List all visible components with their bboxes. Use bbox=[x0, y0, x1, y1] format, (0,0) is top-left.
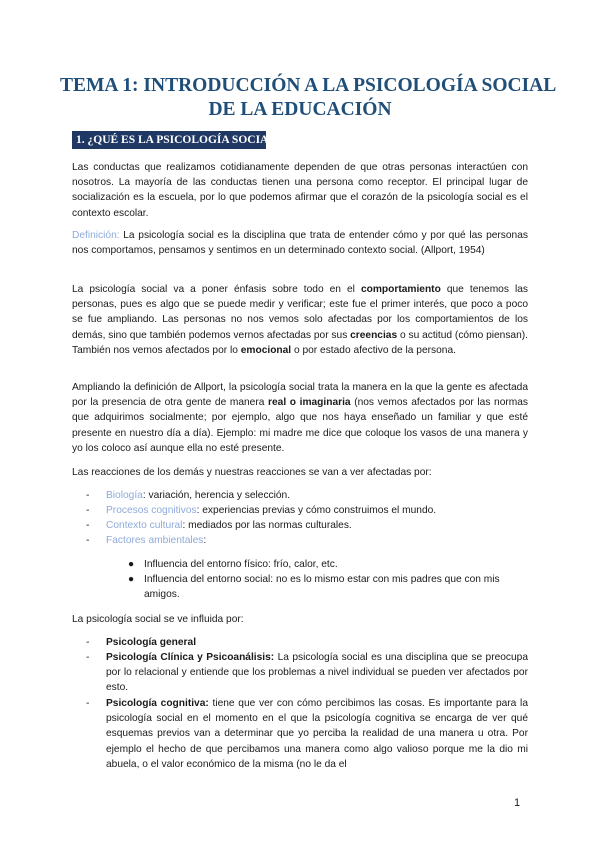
factor-text: : experiencias previas y cómo construimos el mundo. bbox=[196, 505, 437, 516]
factor-label: Contexto cultural bbox=[106, 520, 183, 531]
bold-comportamiento: comportamiento bbox=[360, 284, 441, 295]
bullet-dot: ● bbox=[128, 574, 135, 585]
paragraph-behavior bbox=[72, 282, 528, 358]
list-dash: - bbox=[86, 535, 90, 546]
section-heading: 1. ¿QUÉ ES LA PSICOLOGÍA SOCIAL? bbox=[72, 131, 266, 149]
title-line-2: DE LA EDUCACIÓN bbox=[208, 99, 392, 120]
factor-label: Biología bbox=[106, 490, 143, 501]
text-run: o por estado afectivo de la persona. bbox=[291, 344, 456, 356]
page-number: 1 bbox=[514, 797, 521, 809]
bullet-text: Influencia del entorno físico: frío, calor, etc. bbox=[144, 559, 338, 570]
page-title bbox=[60, 74, 557, 122]
bold-real-imaginaria: real o imaginaria bbox=[268, 397, 351, 409]
influence-label: Psicología cognitiva: bbox=[106, 698, 209, 709]
text-run: Ampliando la definición de Allport, la psicología social trata la manera en la que la gente es afectada por la presencia de otra gente de manera bbox=[72, 382, 528, 409]
text-run: o su actitud (cómo piensan). También nos vemos afectados por lo bbox=[72, 329, 528, 356]
paragraph-allport bbox=[72, 380, 528, 456]
bullet-text: Influencia del entorno social: no es lo mismo estar con mis padres que con mis amigos. bbox=[144, 574, 500, 601]
factor-text: : variación, herencia y selección. bbox=[142, 490, 291, 501]
definition-text: La psicología social es la disciplina que trata de entender cómo y por qué las personas nos comportamos, pensamos y sentimos en un determinado contexto social. (Allport, 1954) bbox=[72, 230, 528, 257]
list-dash: - bbox=[86, 520, 90, 531]
text-run: La psicología social va a poner énfasis sobre todo en el bbox=[72, 284, 361, 295]
factor-text: : bbox=[203, 535, 207, 546]
definition-label: Definición: bbox=[72, 230, 120, 241]
list-dash: - bbox=[86, 652, 90, 663]
bold-creencias: creencias bbox=[350, 329, 398, 341]
paragraph-influences: La psicología social se ve influida por: bbox=[72, 614, 244, 625]
paragraph-definition bbox=[72, 228, 528, 258]
list-dash: - bbox=[86, 698, 90, 709]
factor-text: : mediados por las normas culturales. bbox=[182, 520, 352, 531]
paragraph-reactions: Las reacciones de los demás y nuestras reacciones se van a ver afectadas por: bbox=[72, 467, 432, 478]
list-dash: - bbox=[86, 637, 90, 648]
title-line-1: TEMA 1: INTRODUCCIÓN A LA PSICOLOGÍA SOCIAL bbox=[60, 75, 557, 96]
factor-label: Factores ambientales bbox=[106, 535, 204, 546]
list-dash: - bbox=[86, 490, 90, 501]
bold-emocional: emocional bbox=[240, 344, 292, 356]
influence-label: Psicología general bbox=[106, 637, 197, 648]
paragraph-intro: Las conductas que realizamos cotidianamente dependen de que otras personas interactúen con nosotros. La mayoría de las conductas tienen una persona como receptor. El principal lugar de socialización es la escuela, por lo que podemos afirmar que el corazón de la psicología social es el contexto escolar. bbox=[72, 162, 528, 219]
list-dash: - bbox=[86, 505, 90, 516]
text-run: que tenemos las personas, pues es algo que se puede medir y verificar; este fue el primer interés, que poco a poco se fue ampliando. Las personas no nos vemos solo afectadas por los comportamientos de los demás, sino que también podemos vernos afectadas por sus bbox=[72, 284, 528, 341]
bullet-dot: ● bbox=[128, 559, 135, 570]
factor-label: Procesos cognitivos bbox=[106, 505, 197, 516]
influence-label: Psicología Clínica y Psicoanálisis: bbox=[106, 652, 275, 663]
influence-text: La psicología social es una disciplina que se preocupa por lo relacional y entiende que los problemas a nivel individual se pueden ver afectados por esto. bbox=[106, 652, 529, 694]
influence-text: tiene que ver con cómo percibimos las cosas. Es importante para la psicología social en el momento en el que la psicología cognitiva se encarga de ver qué esquemas previos van a determinar que yo perciba la realidad de una manera u otra. Por ejemplo el hecho de que percibamos una manera como algo valioso porque me la dio mi abuela, o el valor económico de la misma (no le da el bbox=[106, 698, 528, 770]
text-run: (nos vemos afectados por las normas que adquirimos socialmente; por ejemplo, algo que nos haya enseñado un familiar y que esté presente en nuestro día a día). Ejemplo: mi madre me dice que coloque los vasos de una manera y yo los coloco así aunque ella no esté presente. bbox=[72, 397, 529, 454]
